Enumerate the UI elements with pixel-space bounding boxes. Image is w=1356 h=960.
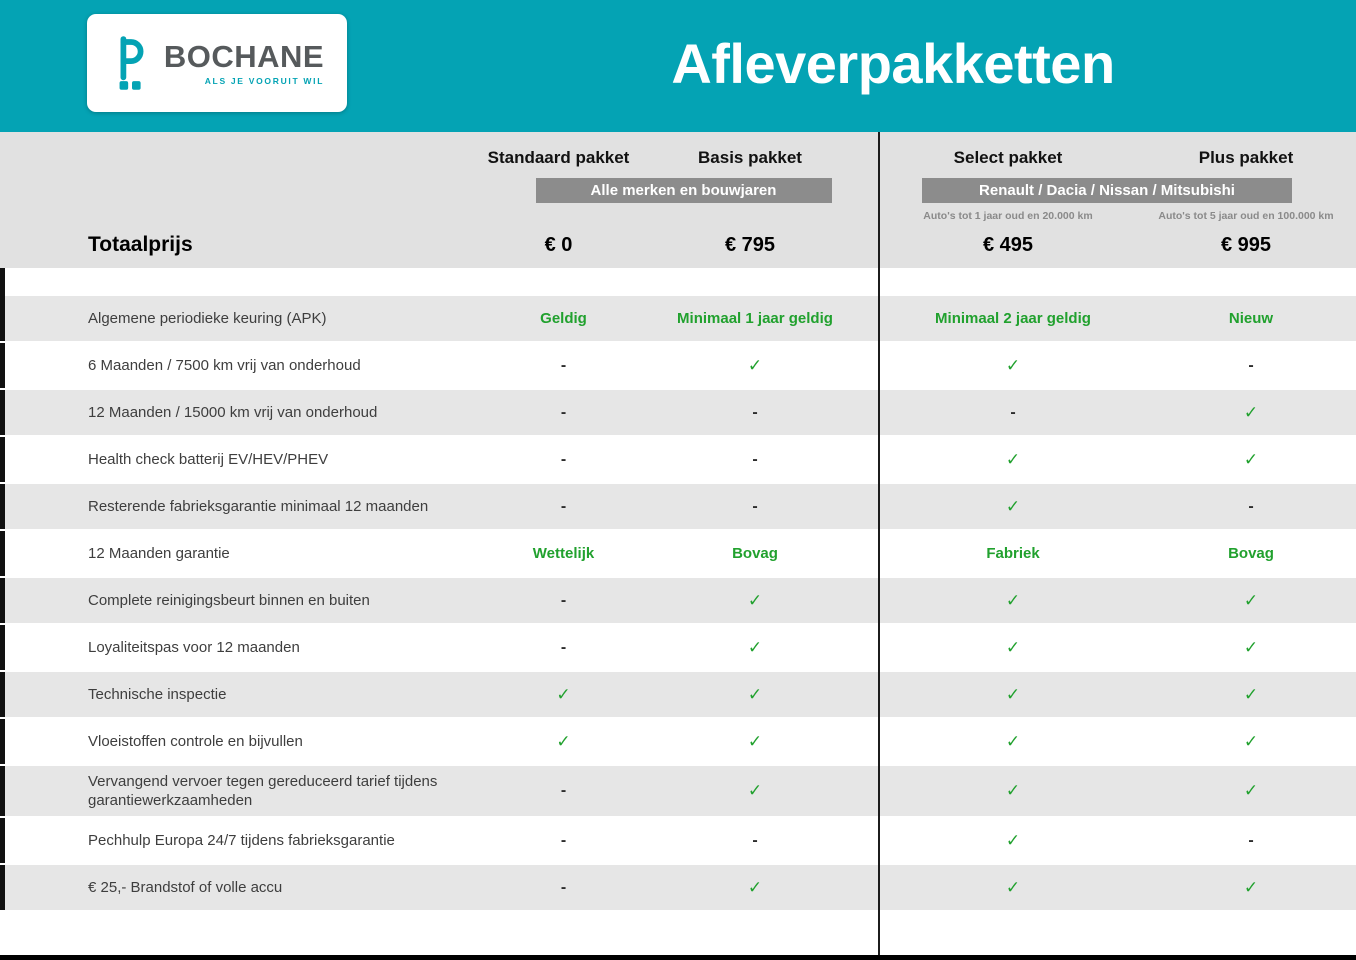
feature-label: 12 Maanden / 15000 km vrij van onderhoud [88, 404, 378, 421]
dash-mark: - [1248, 497, 1254, 515]
feature-row [0, 719, 1356, 764]
check-icon: ✓ [747, 731, 763, 751]
logo-text [163, 38, 325, 86]
dash-mark: - [752, 831, 758, 849]
check-icon: ✓ [1005, 590, 1021, 610]
feature-row [0, 766, 1356, 816]
package-names-row [0, 148, 1356, 168]
feature-value: Nieuw [1228, 310, 1274, 327]
feature-label: Algemene periodieke keuring (APK) [88, 310, 327, 327]
table-header-band [0, 132, 1356, 268]
dash-mark: - [560, 878, 567, 896]
plus-condition-note: Auto's tot 5 jaar oud en 100.000 km [1158, 210, 1334, 222]
check-icon: ✓ [1005, 830, 1021, 850]
feature-row [0, 818, 1356, 863]
package-group-divider [878, 132, 880, 956]
column-header-plus: Plus pakket [1198, 148, 1294, 167]
feature-row [0, 437, 1356, 482]
check-icon: ✓ [1243, 637, 1259, 657]
check-icon: ✓ [1005, 449, 1021, 469]
feature-value: Minimaal 1 jaar geldig [677, 310, 833, 327]
feature-row [0, 343, 1356, 388]
feature-row [0, 390, 1356, 435]
check-icon: ✓ [1005, 684, 1021, 704]
dash-mark: - [560, 356, 567, 374]
page-title: Afleverpakketten [671, 32, 1115, 95]
check-icon: ✓ [1005, 877, 1021, 897]
feature-label: Health check batterij EV/HEV/PHEV [88, 451, 329, 468]
dash-mark: - [560, 403, 567, 421]
check-icon: ✓ [1005, 781, 1021, 800]
header-bar [0, 0, 1356, 132]
check-icon: ✓ [747, 637, 763, 657]
feature-label: Vloeistoffen controle en bijvullen [88, 733, 303, 750]
row-spacer [0, 268, 1356, 296]
dash-mark: - [560, 450, 567, 468]
dash-mark: - [752, 497, 758, 515]
feature-value: Bovag [1228, 545, 1274, 562]
feature-row [0, 865, 1356, 910]
bottom-rule [0, 955, 1356, 960]
select-condition-note: Auto's tot 1 jaar oud en 20.000 km [923, 210, 1093, 222]
feature-label: 12 Maanden garantie [88, 545, 230, 562]
check-icon: ✓ [747, 877, 763, 897]
feature-label: 6 Maanden / 7500 km vrij van onderhoud [88, 357, 361, 374]
check-icon: ✓ [1243, 684, 1259, 704]
dash-mark: - [560, 591, 567, 609]
check-icon: ✓ [556, 731, 571, 751]
feature-label: Complete reinigingsbeurt binnen en buiten [88, 592, 370, 609]
check-icon: ✓ [1005, 637, 1021, 657]
bochane-logo [87, 14, 347, 112]
total-price-row [0, 233, 1356, 257]
feature-value: Bovag [732, 545, 778, 562]
feature-label: Vervangend vervoer tegen gereduceerd tarief tijdens garantiewerkzaamheden [88, 773, 438, 809]
column-header-basis: Basis pakket [698, 148, 802, 167]
brand-name: BOCHANE [163, 38, 325, 74]
dash-mark: - [560, 497, 567, 515]
dash-mark: - [1010, 403, 1016, 421]
feature-label: € 25,- Brandstof of volle accu [88, 879, 283, 896]
check-icon: ✓ [1243, 449, 1259, 469]
check-icon: ✓ [1243, 877, 1259, 897]
check-icon: ✓ [556, 684, 571, 704]
check-icon: ✓ [747, 684, 763, 704]
feature-value: Minimaal 2 jaar geldig [935, 310, 1091, 327]
dash-mark: - [752, 403, 758, 421]
feature-value: Geldig [540, 310, 587, 327]
badge-alle-merken: Alle merken en bouwjaren [536, 178, 832, 203]
check-icon: ✓ [1243, 590, 1259, 610]
price-plus: € 995 [1220, 233, 1272, 256]
dash-mark: - [1248, 831, 1254, 849]
feature-row [0, 531, 1356, 576]
column-header-select: Select pakket [953, 148, 1063, 167]
feature-row [0, 484, 1356, 529]
feature-row [0, 578, 1356, 623]
check-icon: ✓ [1005, 731, 1021, 751]
check-icon: ✓ [747, 781, 763, 800]
price-standaard: € 0 [544, 233, 573, 256]
price-select: € 495 [982, 233, 1034, 256]
feature-label: Resterende fabrieksgarantie minimaal 12 maanden [88, 498, 429, 515]
feature-label: Loyaliteitspas voor 12 maanden [88, 639, 300, 656]
total-price-label: Totaalprijs [88, 233, 193, 256]
brand-tagline: ALS JE VOORUIT WIL [204, 75, 325, 86]
bochane-trolley-icon [110, 33, 154, 93]
feature-row [0, 625, 1356, 670]
price-basis: € 795 [724, 233, 776, 256]
check-icon: ✓ [1243, 731, 1259, 751]
feature-table-body [0, 268, 1356, 910]
check-icon: ✓ [1243, 781, 1259, 800]
feature-row [0, 672, 1356, 717]
feature-row [0, 296, 1356, 341]
dash-mark: - [752, 450, 758, 468]
badge-merken-renault-group: Renault / Dacia / Nissan / Mitsubishi [922, 178, 1292, 203]
check-icon: ✓ [1243, 402, 1259, 422]
column-header-standaard: Standaard pakket [487, 148, 630, 167]
dash-mark: - [560, 782, 567, 799]
feature-value: Fabriek [986, 545, 1040, 562]
dash-mark: - [560, 831, 567, 849]
feature-label: Pechhulp Europa 24/7 tijdens fabrieksgarantie [88, 832, 395, 849]
feature-value: Wettelijk [532, 545, 595, 562]
feature-label: Technische inspectie [88, 686, 227, 703]
check-icon: ✓ [1005, 496, 1021, 516]
check-icon: ✓ [747, 355, 763, 375]
dash-mark: - [1248, 356, 1254, 374]
check-icon: ✓ [1005, 355, 1021, 375]
dash-mark: - [560, 638, 567, 656]
badges-row [0, 178, 1356, 222]
check-icon: ✓ [747, 590, 763, 610]
